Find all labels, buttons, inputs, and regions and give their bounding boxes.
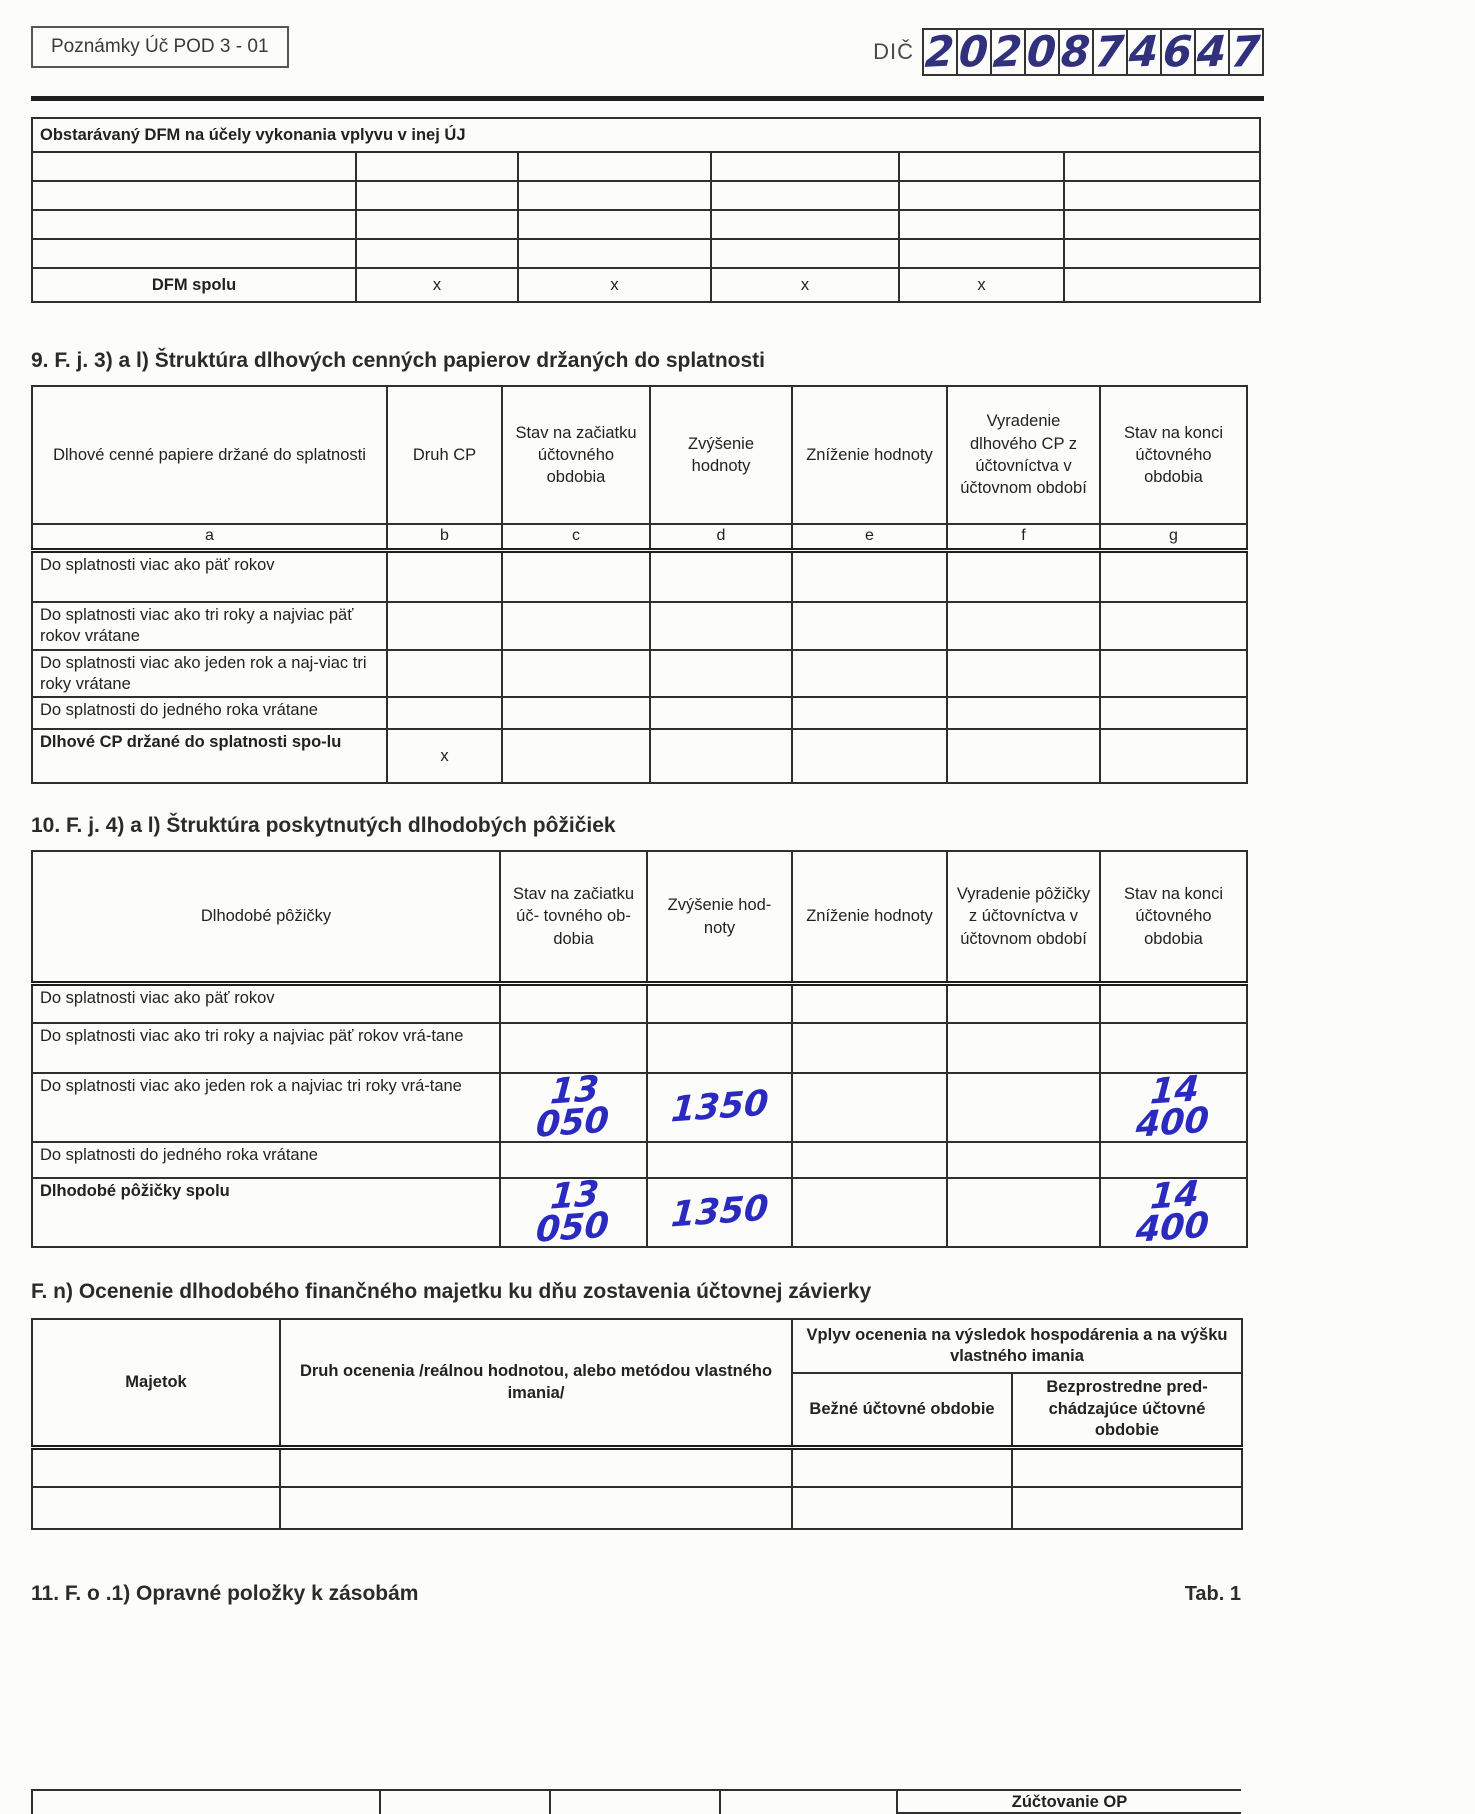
- fn-empty-cell: [1012, 1487, 1242, 1529]
- partial-zuctovanie-header: Zúčtovanie OP: [898, 1791, 1241, 1814]
- s10-row-label: Do splatnosti viac ako jeden rok a najviac tri roky vrá-tane: [32, 1073, 500, 1142]
- s10-cell: [500, 1174, 647, 1251]
- dfm-empty-cell: [1064, 239, 1260, 268]
- dic-digit-cell: [990, 28, 1026, 76]
- s9-row-label: Dlhové CP držané do splatnosti spo-lu: [32, 729, 387, 783]
- dfm-empty-row: [32, 239, 1260, 268]
- s9-row: [32, 602, 1247, 650]
- s10-column-header: Dlhodobé pôžičky: [32, 851, 500, 983]
- dic-digit-boxes: [924, 28, 1264, 76]
- dic-label: DIČ: [873, 39, 914, 64]
- s9-letter-row: [32, 524, 1247, 550]
- dfm-total-cell: x: [711, 268, 899, 302]
- s9-table: [31, 385, 1248, 784]
- dfm-empty-row: [32, 152, 1260, 181]
- partial-cell: [32, 1790, 380, 1814]
- dfm-empty-cell: [899, 152, 1064, 181]
- s9-row: [32, 550, 1247, 602]
- s9-cell: [947, 602, 1100, 650]
- s10-cell: [947, 1023, 1100, 1073]
- dfm-empty-cell: [899, 210, 1064, 239]
- dic-digit-cell: [956, 28, 992, 76]
- dfm-empty-cell: [1064, 152, 1260, 181]
- dfm-empty-cell: [711, 210, 899, 239]
- dic-digit: 6: [1162, 26, 1194, 77]
- s10-table: [31, 850, 1248, 1251]
- s9-cell: [387, 650, 502, 697]
- s10-cell: [500, 1069, 647, 1146]
- dic-digit: 4: [1128, 26, 1160, 77]
- fn-empty-cell: [280, 1487, 792, 1529]
- s9-cell: [650, 602, 792, 650]
- dfm-empty-cell: [899, 239, 1064, 268]
- s10-cell: [1100, 1174, 1247, 1251]
- section11-partial-table: [31, 1789, 1241, 1814]
- s9-cell: [502, 729, 650, 783]
- s9-cell: [502, 602, 650, 650]
- s10-row: [32, 1073, 1247, 1142]
- dic-digit-cell: [922, 28, 958, 76]
- dfm-total-cell: [1064, 268, 1260, 302]
- s9-cell: [947, 650, 1100, 697]
- section11-table-partial: [31, 1789, 1241, 1814]
- s9-cell: x: [387, 729, 502, 783]
- dfm-empty-cell: [32, 210, 356, 239]
- dic-digit-cell: [1092, 28, 1128, 76]
- s9-column-header: Zníženie hodnoty: [792, 386, 947, 524]
- dic-area: [873, 28, 1264, 76]
- s10-header-row: [32, 851, 1247, 983]
- dfm-empty-cell: [356, 181, 518, 210]
- fn-empty-cell: [792, 1487, 1012, 1529]
- partial-cell: [380, 1790, 550, 1814]
- s10-row: [32, 983, 1247, 1023]
- s9-cell: [792, 602, 947, 650]
- s10-cell: [647, 1178, 792, 1247]
- dic-digit-cell: [1024, 28, 1060, 76]
- s9-cell: [1100, 729, 1247, 783]
- dic-digit: 7: [1230, 26, 1262, 77]
- s9-row: [32, 650, 1247, 697]
- dfm-empty-cell: [356, 152, 518, 181]
- s10-cell: [1100, 1142, 1247, 1178]
- s9-cell: [947, 697, 1100, 729]
- s10-cell: [792, 1073, 947, 1142]
- s9-cell: [792, 550, 947, 602]
- dic-digit: 7: [1094, 26, 1126, 77]
- dfm-empty-cell: [1064, 181, 1260, 210]
- s9-cell: [947, 550, 1100, 602]
- s10-cell: [1100, 1023, 1247, 1073]
- dfm-empty-cell: [518, 239, 711, 268]
- s10-row: [32, 1023, 1247, 1073]
- s10-cell: [792, 1142, 947, 1178]
- fn-empty-row: [32, 1487, 1242, 1529]
- s10-body: [32, 983, 1247, 1251]
- s9-letter-cell: f: [947, 524, 1100, 550]
- s9-row-label: Do splatnosti do jedného roka vrátane: [32, 697, 387, 729]
- handwritten-value: 1350: [669, 1188, 770, 1236]
- s10-column-header: Zvýšenie hod- noty: [647, 851, 792, 983]
- fn-col-predch: Bezprostredne pred- chádzajúce účtovné obdobie: [1012, 1373, 1242, 1447]
- s9-row: [32, 729, 1247, 783]
- s9-cell: [1100, 550, 1247, 602]
- s9-column-header: Stav na konci účtovného obdobia: [1100, 386, 1247, 524]
- s10-row: [32, 1142, 1247, 1178]
- dfm-empty-row: [32, 210, 1260, 239]
- s9-cell: [502, 650, 650, 697]
- s10-row-label: Do splatnosti do jedného roka vrátane: [32, 1142, 500, 1178]
- fn-empty-cell: [280, 1447, 792, 1487]
- form-content: [31, 0, 1264, 1606]
- s9-cell: [650, 550, 792, 602]
- dfm-empty-cell: [899, 181, 1064, 210]
- s10-column-header: Vyradenie pôžičky z účtovníctva v účtovnom období: [947, 851, 1100, 983]
- dfm-empty-cell: [356, 210, 518, 239]
- s10-cell: [500, 983, 647, 1023]
- dfm-empty-cell: [32, 181, 356, 210]
- dic-digit: 2: [924, 26, 956, 77]
- dfm-total-cell: x: [899, 268, 1064, 302]
- dic-digit: 0: [958, 26, 990, 77]
- s10-cell: [947, 983, 1100, 1023]
- dfm-empty-cell: [518, 152, 711, 181]
- partial-cell: [720, 1790, 897, 1814]
- s9-body: [32, 550, 1247, 783]
- fn-table: [31, 1318, 1243, 1530]
- handwritten-value: 13 050: [534, 1174, 611, 1251]
- dic-digit-cell: [1126, 28, 1162, 76]
- s9-cell: [650, 729, 792, 783]
- dic-digit: 4: [1196, 26, 1228, 77]
- s9-cell: [1100, 650, 1247, 697]
- section9-heading: 9. F. j. 3) a l) Štruktúra dlhových cenných papierov držaných do splatnosti: [31, 349, 765, 372]
- s9-cell: [387, 550, 502, 602]
- s9-cell: [792, 697, 947, 729]
- dfm-table-title: Obstarávaný DFM na účely vykonania vplyvu v inej ÚJ: [32, 118, 1260, 152]
- fn-body: [32, 1447, 1242, 1529]
- s10-cell: [647, 983, 792, 1023]
- dfm-title-row: [32, 118, 1260, 152]
- partial-header-row: [32, 1790, 1241, 1814]
- dfm-empty-row: [32, 181, 1260, 210]
- s10-cell: [647, 1073, 792, 1142]
- s9-cell: [792, 650, 947, 697]
- s9-cell: [502, 697, 650, 729]
- s9-cell: [792, 729, 947, 783]
- s9-row: [32, 697, 1247, 729]
- dfm-empty-cell: [518, 181, 711, 210]
- dfm-total-row: [32, 268, 1260, 302]
- dfm-total-cell: x: [356, 268, 518, 302]
- s10-row: [32, 1178, 1247, 1247]
- dic-digit-cell: [1160, 28, 1196, 76]
- s10-cell: [947, 1178, 1100, 1247]
- dfm-total-label: DFM spolu: [32, 268, 356, 302]
- dic-digit: 0: [1026, 26, 1058, 77]
- dic-digit: 2: [992, 26, 1024, 77]
- section11-heading-row: [31, 1582, 1241, 1606]
- form-title-box: [31, 26, 289, 68]
- s10-column-header: Stav na začiatku úč- tovného ob- dobia: [500, 851, 647, 983]
- s9-cell: [650, 650, 792, 697]
- s10-column-header: Stav na konci účtovného obdobia: [1100, 851, 1247, 983]
- s9-column-header: Zvýšenie hodnoty: [650, 386, 792, 524]
- dfm-empty-cell: [711, 152, 899, 181]
- s9-column-header: Druh CP: [387, 386, 502, 524]
- fn-col-majetok: Majetok: [32, 1319, 280, 1447]
- dfm-empty-cell: [356, 239, 518, 268]
- page-header: [31, 0, 1264, 76]
- s9-letter-cell: a: [32, 524, 387, 550]
- handwritten-value: 1350: [669, 1083, 770, 1131]
- s10-cell: [792, 1023, 947, 1073]
- header-divider: [31, 96, 1264, 101]
- fn-heading: F. n) Ocenenie dlhodobého finančného majetku ku dňu zostavenia účtovnej závierky: [31, 1280, 872, 1304]
- s9-cell: [502, 550, 650, 602]
- section10-heading: 10. F. j. 4) a l) Štruktúra poskytnutých dlhodobých pôžičiek: [31, 814, 616, 838]
- s9-letter-cell: d: [650, 524, 792, 550]
- s9-column-header: Stav na začiatku účtovného obdobia: [502, 386, 650, 524]
- fn-col-druh: Druh ocenenia /reálnou hodnotou, alebo metódou vlastného imania/: [280, 1319, 792, 1447]
- fn-header-row-1: [32, 1319, 1242, 1373]
- s9-column-header: Vyradenie dlhového CP z účtovníctva v účtovnom období: [947, 386, 1100, 524]
- s10-cell: [792, 983, 947, 1023]
- s9-cell: [1100, 602, 1247, 650]
- handwritten-value: 13 050: [534, 1069, 611, 1146]
- dic-digit-cell: [1058, 28, 1094, 76]
- dfm-table: [31, 117, 1261, 303]
- dfm-empty-cell: [518, 210, 711, 239]
- s10-cell: [947, 1073, 1100, 1142]
- dic-digit: 8: [1060, 26, 1092, 77]
- s9-cell: [650, 697, 792, 729]
- s10-column-header: Zníženie hodnoty: [792, 851, 947, 983]
- fn-empty-row: [32, 1447, 1242, 1487]
- s9-cell: [387, 602, 502, 650]
- dfm-empty-cell: [32, 152, 356, 181]
- dfm-empty-cell: [32, 239, 356, 268]
- partial-cell: [550, 1790, 720, 1814]
- s9-header-row: [32, 386, 1247, 524]
- fn-empty-cell: [32, 1447, 280, 1487]
- fn-empty-cell: [32, 1487, 280, 1529]
- handwritten-value: 14 400: [1134, 1069, 1211, 1146]
- partial-cell: [897, 1790, 1241, 1814]
- s10-cell: [500, 1142, 647, 1178]
- dfm-empty-cell: [711, 181, 899, 210]
- s10-cell: [500, 1023, 647, 1073]
- s10-row-label: Do splatnosti viac ako päť rokov: [32, 983, 500, 1023]
- dic-digit-cell: [1228, 28, 1264, 76]
- s9-letter-cell: g: [1100, 524, 1247, 550]
- s10-cell: [1100, 983, 1247, 1023]
- s10-cell: [792, 1178, 947, 1247]
- handwritten-value: 14 400: [1134, 1174, 1211, 1251]
- s9-cell: [387, 697, 502, 729]
- dfm-empty-cell: [711, 239, 899, 268]
- dfm-table-body: [32, 118, 1260, 302]
- s10-cell: [647, 1142, 792, 1178]
- s10-row-label: Do splatnosti viac ako tri roky a najviac päť rokov vrá-tane: [32, 1023, 500, 1073]
- dfm-total-cell: x: [518, 268, 711, 302]
- dic-digit-cell: [1194, 28, 1230, 76]
- fn-col-vplyv: Vplyv ocenenia na výsledok hospodárenia a na výšku vlastného imania: [792, 1319, 1242, 1373]
- fn-empty-cell: [792, 1447, 1012, 1487]
- s10-cell: [647, 1023, 792, 1073]
- fn-col-bezne: Bežné účtovné obdobie: [792, 1373, 1012, 1447]
- fn-empty-cell: [1012, 1447, 1242, 1487]
- s10-row-label: Dlhodobé pôžičky spolu: [32, 1178, 500, 1247]
- section11-heading: 11. F. o .1) Opravné položky k zásobám: [31, 1582, 419, 1606]
- s9-row-label: Do splatnosti viac ako tri roky a najviac päť rokov vrátane: [32, 602, 387, 650]
- s10-cell: [1100, 1069, 1247, 1146]
- s9-cell: [1100, 697, 1247, 729]
- tab1-label: Tab. 1: [1184, 1583, 1241, 1606]
- s9-letter-cell: c: [502, 524, 650, 550]
- s9-cell: [947, 729, 1100, 783]
- s9-row-label: Do splatnosti viac ako jeden rok a naj-viac tri roky vrátane: [32, 650, 387, 697]
- s9-letter-cell: b: [387, 524, 502, 550]
- s10-cell: [947, 1142, 1100, 1178]
- dfm-empty-cell: [1064, 210, 1260, 239]
- form-title: Poznámky Úč POD 3 - 01: [51, 36, 269, 57]
- s9-letter-cell: e: [792, 524, 947, 550]
- s9-row-label: Do splatnosti viac ako päť rokov: [32, 550, 387, 602]
- s9-column-header: Dlhové cenné papiere držané do splatnosti: [32, 386, 387, 524]
